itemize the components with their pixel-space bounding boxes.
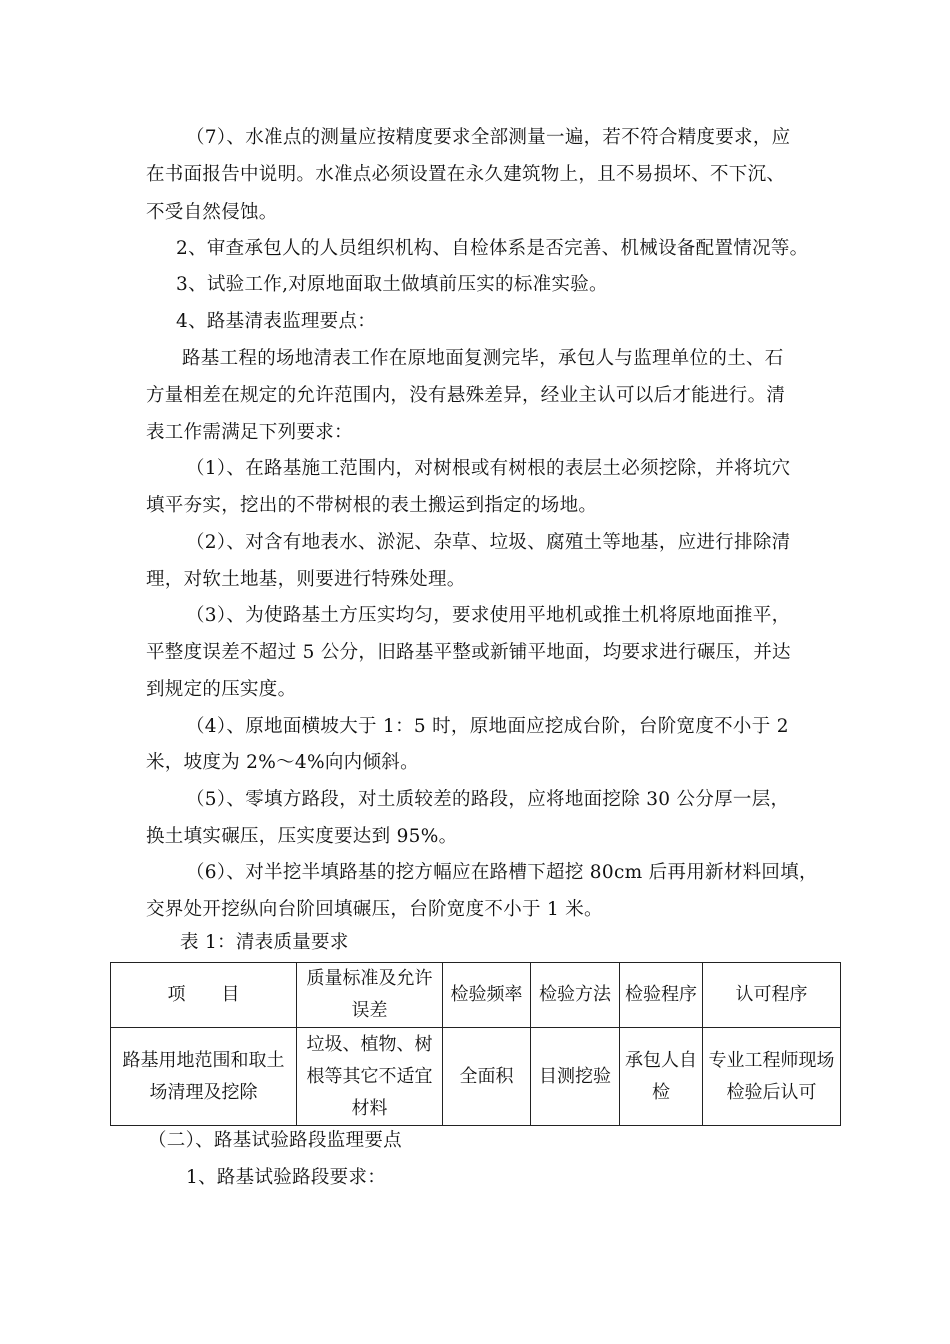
paragraph-line: （1）、在路基施工范围内，对树根或有树根的表层土必须挖除，并将坑穴 — [186, 458, 791, 479]
paragraph-line: （6）、对半挖半填路基的挖方幅应在路槽下超挖 80cm 后再用新材料回填， — [186, 862, 818, 883]
table-cell: 垃圾、植物、树根等其它不适宜材料 — [297, 1028, 443, 1126]
paragraph-line: （3）、为使路基土方压实均匀，要求使用平地机或推土机将原地面推平， — [186, 605, 791, 626]
paragraph-line: 理，对软土地基，则要进行特殊处理。 — [146, 569, 466, 590]
header-cell: 检验频率 — [443, 963, 531, 1028]
paragraph-line: 换土填实碾压，压实度要达到 95%。 — [146, 826, 458, 847]
table-cell: 全面积 — [443, 1028, 531, 1126]
header-cell: 认可程序 — [703, 963, 841, 1028]
sub-heading: 1、路基试验路段要求： — [186, 1167, 387, 1188]
paragraph-line: （2）、对含有地表水、淤泥、杂草、垃圾、腐殖土等地基，应进行排除清 — [186, 532, 791, 553]
table-cell: 专业工程师现场检验后认可 — [703, 1028, 841, 1126]
section-heading: （二）、路基试验路段监理要点 — [148, 1130, 402, 1151]
table-caption: 表 1：清表质量要求 — [180, 932, 349, 953]
paragraph-line: 米，坡度为 2%～4%向内倾斜。 — [146, 752, 419, 773]
table-header-row — [111, 963, 841, 1028]
paragraph-line: 表工作需满足下列要求： — [146, 422, 353, 443]
paragraph-line: 方量相差在规定的允许范围内，没有悬殊差异，经业主认可以后才能进行。清 — [146, 385, 786, 406]
header-cell: 检验方法 — [531, 963, 620, 1028]
paragraph-line: 在书面报告中说明。水准点必须设置在永久建筑物上，且不易损坏、不下沉、 — [146, 164, 786, 185]
paragraph-line: （4）、原地面横坡大于 1：5 时，原地面应挖成台阶，台阶宽度不小于 2 — [186, 716, 789, 737]
header-cell: 质量标准及允许误差 — [297, 963, 443, 1028]
table-row — [111, 1028, 841, 1126]
paragraph-line: 交界处开挖纵向台阶回填碾压，台阶宽度不小于 1 米。 — [146, 899, 603, 920]
paragraph-line: 路基工程的场地清表工作在原地面复测完毕，承包人与监理单位的土、石 — [182, 348, 784, 369]
paragraph-line: 平整度误差不超过 5 公分，旧路基平整或新铺平地面，均要求进行碾压，并达 — [146, 642, 791, 663]
header-cell: 检验程序 — [620, 963, 703, 1028]
header-cell: 项 目 — [111, 963, 297, 1028]
table-cell: 目测挖验 — [531, 1028, 620, 1126]
paragraph-line: 不受自然侵蚀。 — [146, 202, 278, 223]
paragraph-line: 4、路基清表监理要点： — [176, 311, 377, 332]
paragraph-line: 2、审查承包人的人员组织机构、自检体系是否完善、机械设备配置情况等。 — [176, 238, 809, 259]
paragraph-line: 3、试验工作,对原地面取土做填前压实的标准实验。 — [176, 274, 608, 295]
quality-table — [110, 962, 841, 1126]
paragraph-line: 到规定的压实度。 — [146, 679, 297, 700]
paragraph-line: 填平夯实，挖出的不带树根的表土搬运到指定的场地。 — [146, 495, 598, 516]
paragraph-line: （7）、水准点的测量应按精度要求全部测量一遍，若不符合精度要求，应 — [186, 127, 791, 148]
table-cell: 承包人自检 — [620, 1028, 703, 1126]
table-cell: 路基用地范围和取土场清理及挖除 — [111, 1028, 297, 1126]
paragraph-line: （5）、零填方路段，对土质较差的路段，应将地面挖除 30 公分厚一层， — [186, 789, 790, 810]
